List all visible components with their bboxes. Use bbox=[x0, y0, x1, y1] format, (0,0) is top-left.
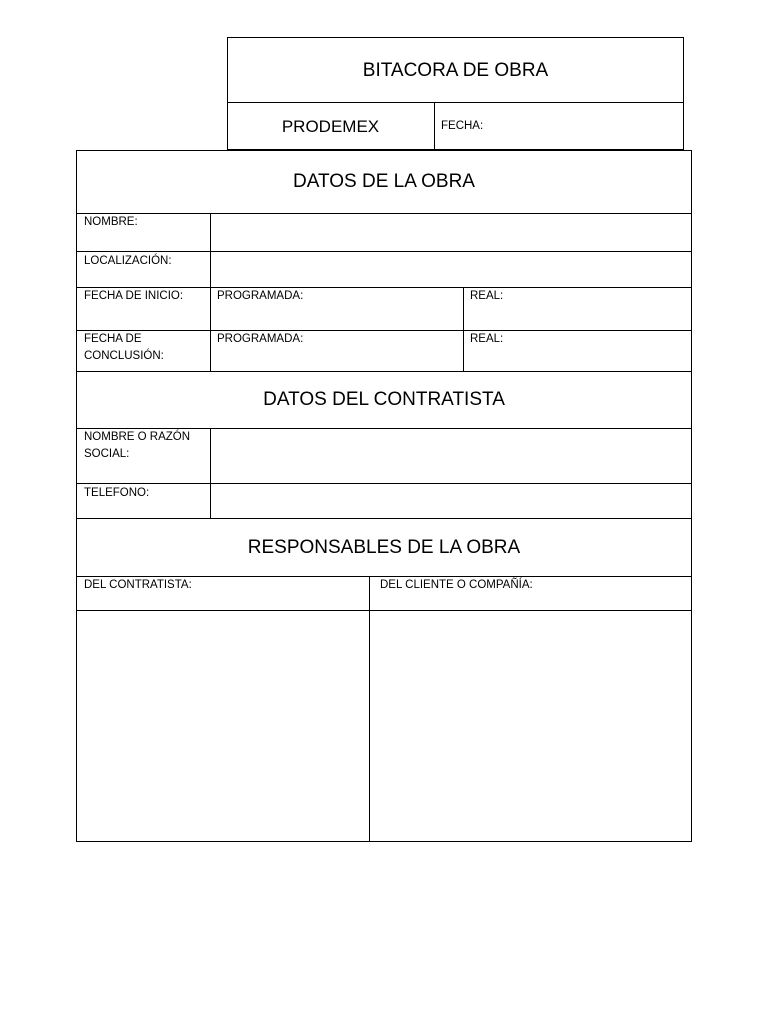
localizacion-field[interactable] bbox=[211, 252, 691, 287]
localizacion-label: LOCALIZACIÓN: bbox=[84, 255, 172, 267]
nombre-label: NOMBRE: bbox=[84, 216, 138, 228]
del-contratista-field[interactable] bbox=[77, 611, 369, 841]
conclusion-real-field[interactable] bbox=[464, 331, 691, 371]
del-contratista-label: DEL CONTRATISTA: bbox=[84, 579, 192, 591]
razon-social-label: NOMBRE O RAZÓN SOCIAL: bbox=[84, 431, 191, 460]
label-column-divider bbox=[210, 428, 211, 518]
real-column-divider bbox=[463, 287, 464, 371]
inicio-programada-field[interactable] bbox=[211, 288, 463, 330]
del-cliente-label: DEL CLIENTE O COMPAÑÍA: bbox=[380, 579, 533, 591]
row-divider bbox=[76, 371, 692, 372]
header-vertical-divider bbox=[434, 102, 435, 150]
nombre-field[interactable] bbox=[211, 214, 691, 251]
telefono-field[interactable] bbox=[211, 484, 691, 518]
row-divider bbox=[76, 518, 692, 519]
date-field[interactable] bbox=[490, 106, 680, 146]
inicio-programada-label: PROGRAMADA: bbox=[217, 290, 304, 302]
inicio-real-field[interactable] bbox=[464, 288, 691, 330]
fecha-inicio-label: FECHA DE INICIO: bbox=[84, 290, 184, 302]
page-title: BITACORA DE OBRA bbox=[362, 60, 549, 81]
conclusion-real-label: REAL: bbox=[470, 333, 504, 345]
section-title-responsables: RESPONSABLES DE LA OBRA bbox=[247, 537, 521, 558]
section-title-contratista: DATOS DEL CONTRATISTA bbox=[263, 389, 505, 410]
telefono-label: TELEFONO: bbox=[84, 487, 150, 499]
razon-social-field[interactable] bbox=[211, 429, 691, 483]
label-column-divider bbox=[210, 213, 211, 371]
company-name: PRODEMEX bbox=[281, 117, 380, 136]
header-divider bbox=[227, 102, 684, 103]
section-title-obra: DATOS DE LA OBRA bbox=[293, 171, 475, 192]
fecha-conclusion-label: FECHA DE CONCLUSIÓN: bbox=[84, 333, 164, 362]
conclusion-programada-field[interactable] bbox=[211, 331, 463, 371]
inicio-real-label: REAL: bbox=[470, 290, 504, 302]
date-label: FECHA: bbox=[441, 120, 484, 132]
del-cliente-field[interactable] bbox=[370, 611, 691, 841]
conclusion-programada-label: PROGRAMADA: bbox=[217, 333, 304, 345]
